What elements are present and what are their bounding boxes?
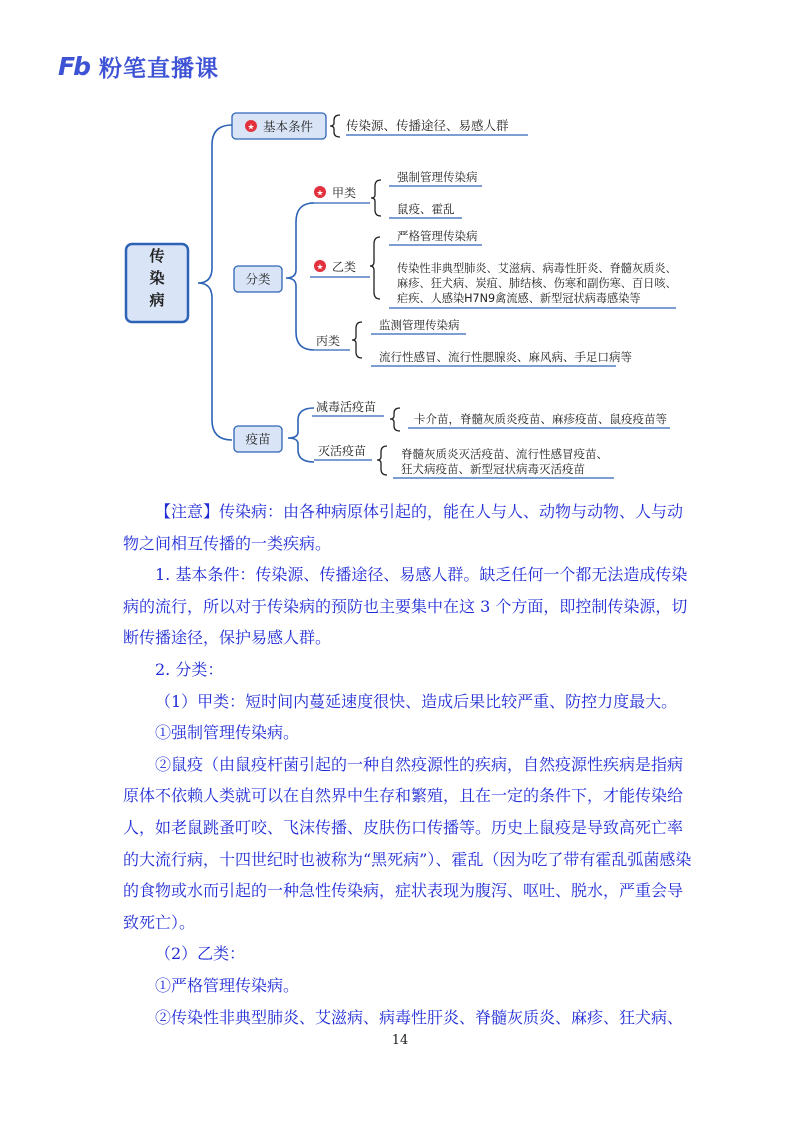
bing-item-2: 流行性感冒、流行性腮腺炎、麻风病、手足口病等 — [379, 350, 632, 364]
note-paragraph: 1. 基本条件：传染源、传播途径、易感人群。缺乏任何一个都无法造成传染病的流行，所以对于传染病的预防也主要集中在这 3 个方面，即控制传染源，切断传播途径，保护易感人群。 — [123, 565, 688, 648]
brand-logo-mark: Fb — [58, 51, 89, 81]
svg-text:★: ★ — [316, 262, 324, 272]
yi-label: 乙类 — [332, 260, 357, 274]
root-char-1: 传 — [149, 247, 165, 265]
vaccine-node-label: 疫苗 — [245, 431, 271, 447]
brand-name: 粉笔直播课 — [98, 55, 219, 82]
yi-item-1: 严格管理传染病 — [397, 229, 478, 243]
page-number: 14 — [391, 1033, 409, 1048]
notes-body — [123, 496, 695, 1033]
yi-item-4: 疟疾、人感染H7N9禽流感、新型冠状病毒感染等 — [397, 292, 641, 305]
live-vaccine-label: 减毒活疫苗 — [316, 400, 377, 414]
note-paragraph: （2）乙类： — [155, 944, 246, 964]
yi-item-2: 传染性非典型肺炎、艾滋病、病毒性肝炎、脊髓灰质炎、 — [397, 262, 677, 275]
note-paragraph: ①严格管理传染病。 — [155, 975, 300, 995]
svg-text:★: ★ — [316, 188, 324, 198]
svg-text:★: ★ — [247, 122, 255, 132]
mind-map-minor-braces — [330, 115, 400, 475]
root-char-3: 病 — [149, 291, 165, 309]
note-paragraph: 2. 分类： — [155, 659, 224, 679]
jia-label: 甲类 — [332, 186, 357, 200]
basic-node-content: 传染源、传播途径、易感人群 — [346, 118, 509, 133]
note-paragraph: （1）甲类：短时间内蔓延速度很快、造成后果比较严重、防控力度最大。 — [155, 691, 678, 711]
live-vaccine-content: 卡介苗，脊髓灰质炎疫苗、麻疹疫苗、鼠疫疫苗等 — [414, 412, 667, 426]
bing-item-1: 监测管理传染病 — [379, 318, 460, 332]
mind-map-underlines — [310, 135, 676, 478]
mind-map — [0, 0, 800, 495]
note-paragraph: ①强制管理传染病。 — [155, 723, 300, 743]
inactivated-vaccine-label: 灭活疫苗 — [318, 444, 367, 458]
mind-map-connectors — [198, 122, 314, 462]
yi-item-3: 麻疹、狂犬病、炭疽、肺结核、伤寒和副伤寒、百日咳、 — [397, 277, 677, 290]
bing-label: 丙类 — [316, 334, 341, 348]
inactivated-vaccine-line-2: 狂犬病疫苗、新型冠状病毒灭活疫苗 — [401, 462, 585, 476]
jia-item-1: 强制管理传染病 — [397, 170, 478, 184]
basic-node-label: 基本条件 — [263, 119, 314, 134]
classify-node-label: 分类 — [245, 271, 271, 287]
note-paragraph: 【注意】传染病：由各种病原体引起的，能在人与人、动物与动物、人与动物之间相互传播的一类疾病。 — [123, 502, 684, 553]
root-char-2: 染 — [149, 269, 165, 287]
inactivated-vaccine-line-1: 脊髓灰质炎灭活疫苗、流行性感冒疫苗、 — [401, 447, 608, 461]
note-paragraph: ②鼠疫（由鼠疫杆菌引起的一种自然疫源性的疾病，自然疫源性疾病是指病原体不依赖人类就可以在自然界中生存和繁殖，且在一定的条件下，才能传染给人，如老鼠跳蚤叮咬、飞沫传播、皮肤伤口传播等。历史上鼠疫是导致高死亡率的大流行病，十四世纪时也被称为“黑死病”）、霍乱（因为吃了带有霍乱弧菌感染的食物或水而引起的一种急性传染病，症状表现为腹泻、呕吐、脱水，严重会导致死亡）。 — [123, 754, 692, 932]
jia-item-2: 鼠疫、霍乱 — [397, 202, 455, 216]
note-paragraph: ②传染性非典型肺炎、艾滋病、病毒性肝炎、脊髓灰质炎、麻疹、狂犬病、 — [155, 1007, 684, 1027]
